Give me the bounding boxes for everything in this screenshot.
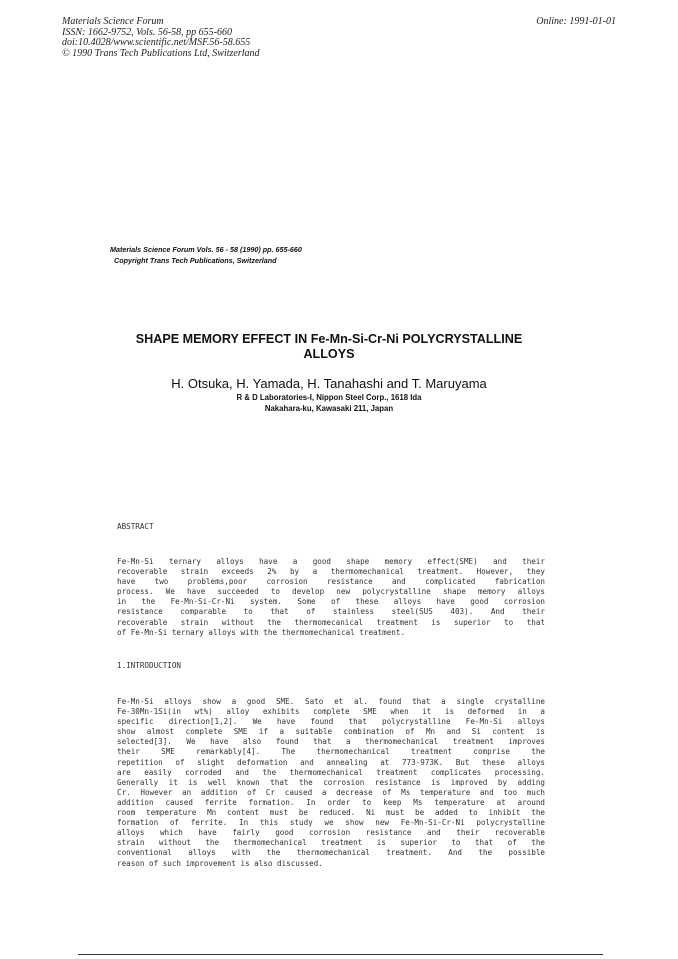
introduction-heading: 1.INTRODUCTION bbox=[117, 661, 182, 670]
abstract-line: resistance comparable to that of stainless steel(SUS 403). And their bbox=[117, 607, 545, 617]
title-line: SHAPE MEMORY EFFECT IN Fe-Mn-Si-Cr-Ni POLYCRYSTALLINE bbox=[135, 332, 523, 346]
introduction-body bbox=[117, 697, 545, 869]
affiliation-line: R & D Laboratories-I, Nippon Steel Corp., 1618 Ida bbox=[236, 393, 422, 402]
title-line: ALLOYS bbox=[303, 347, 355, 361]
intro-line: are easily corroded and the thermomechanical treatment complicates processing. bbox=[117, 767, 545, 777]
intro-line: strain without the thermomechanical treatment is superior to that of the bbox=[117, 838, 545, 848]
abstract-line: process. We have succeeded to develop new polycrystalline shape memory alloys bbox=[117, 587, 545, 597]
paper-title bbox=[110, 332, 548, 362]
intro-line: formation of ferrite. In this study we show new Fe-Mn-Si-Cr-Ni polycrystalline bbox=[117, 818, 545, 828]
abstract-line: recoverable strain without the thermomecanical treatment is superior to that bbox=[117, 617, 545, 627]
authors: H. Otsuka, H. Yamada, H. Tanahashi and T. Maruyama bbox=[171, 376, 487, 391]
intro-line: reason of such improvement is also discussed. bbox=[117, 858, 323, 868]
footer-rule bbox=[78, 954, 603, 955]
affiliation bbox=[110, 393, 548, 414]
intro-line: show almost complete SME if a suitable combination of Mn and Si content is bbox=[117, 727, 545, 737]
header-line: doi:10.4028/www.scientific.net/MSF.56-58.655 bbox=[62, 37, 251, 48]
journal-header bbox=[62, 17, 260, 59]
intro-line: repetition of slight deformation and annealing at 773-973K. But these alloys bbox=[117, 757, 545, 767]
abstract-line: have two problems,poor corrosion resistance and complicated fabrication bbox=[117, 577, 545, 587]
source-citation bbox=[110, 244, 302, 266]
source-line: Materials Science Forum Vols. 56 - 58 (1990) pp. 655-660 bbox=[110, 245, 302, 254]
intro-line: Cr. However an addition of Cr caused a decrease of Ms temperature and too much bbox=[117, 787, 545, 797]
intro-line: Fe-30Mn-1Si(in wt%) alloy exhibits complete SME when it is deformed in a bbox=[117, 707, 545, 717]
abstract-line: recoverable strain exceeds 2% by a thermomechanical treatment. However, they bbox=[117, 567, 545, 577]
intro-line: alloys which have fairly good corrosion resistance and their recoverable bbox=[117, 828, 545, 838]
copyright-line: Copyright Trans Tech Publications, Switzerland bbox=[114, 256, 277, 265]
abstract-line: of Fe-Mn-Si ternary alloys with the thermomechanical treatment. bbox=[117, 627, 406, 637]
header-line: ISSN: 1662-9752, Vols. 56-58, pp 655-660 bbox=[62, 26, 232, 38]
intro-line: Generally it is well known that the corrosion resistance is improved by adding bbox=[117, 777, 545, 787]
intro-line: Fe-Mn-Si alloys show a good SME. Sato et al. found that a single crystalline bbox=[117, 697, 545, 706]
abstract-line: in the Fe-Mn-Si-Cr-Ni system. Some of these alloys have good corrosion bbox=[117, 597, 545, 607]
abstract-line: Fe-Mn-Si ternary alloys have a good shape memory effect(SME) and their bbox=[117, 557, 545, 566]
intro-line: conventional alloys with the thermomechanical treatment. And the possible bbox=[117, 848, 545, 858]
abstract-heading: ABSTRACT bbox=[117, 522, 154, 531]
intro-line: their SME remarkably[4]. The thermomechanical treatment comprise the bbox=[117, 747, 545, 757]
intro-line: room temperature Mn content must be reduced. Ni must be added to inhibit the bbox=[117, 808, 545, 818]
header-line: © 1990 Trans Tech Publications Ltd, Switzerland bbox=[62, 47, 260, 59]
abstract-body bbox=[117, 557, 545, 638]
intro-line: addition caused ferrite formation. In order to keep Ms temperature at around bbox=[117, 797, 545, 807]
intro-line: selected[3]. We have also found that a thermomechanical treatment improves bbox=[117, 737, 545, 747]
online-date: Online: 1991-01-01 bbox=[536, 16, 616, 27]
affiliation-line: Nakahara-ku, Kawasaki 211, Japan bbox=[264, 403, 394, 413]
header-line: Materials Science Forum bbox=[62, 16, 164, 27]
intro-line: specific direction[1,2]. We have found that polycrystalline Fe-Mn-Si alloys bbox=[117, 717, 545, 727]
